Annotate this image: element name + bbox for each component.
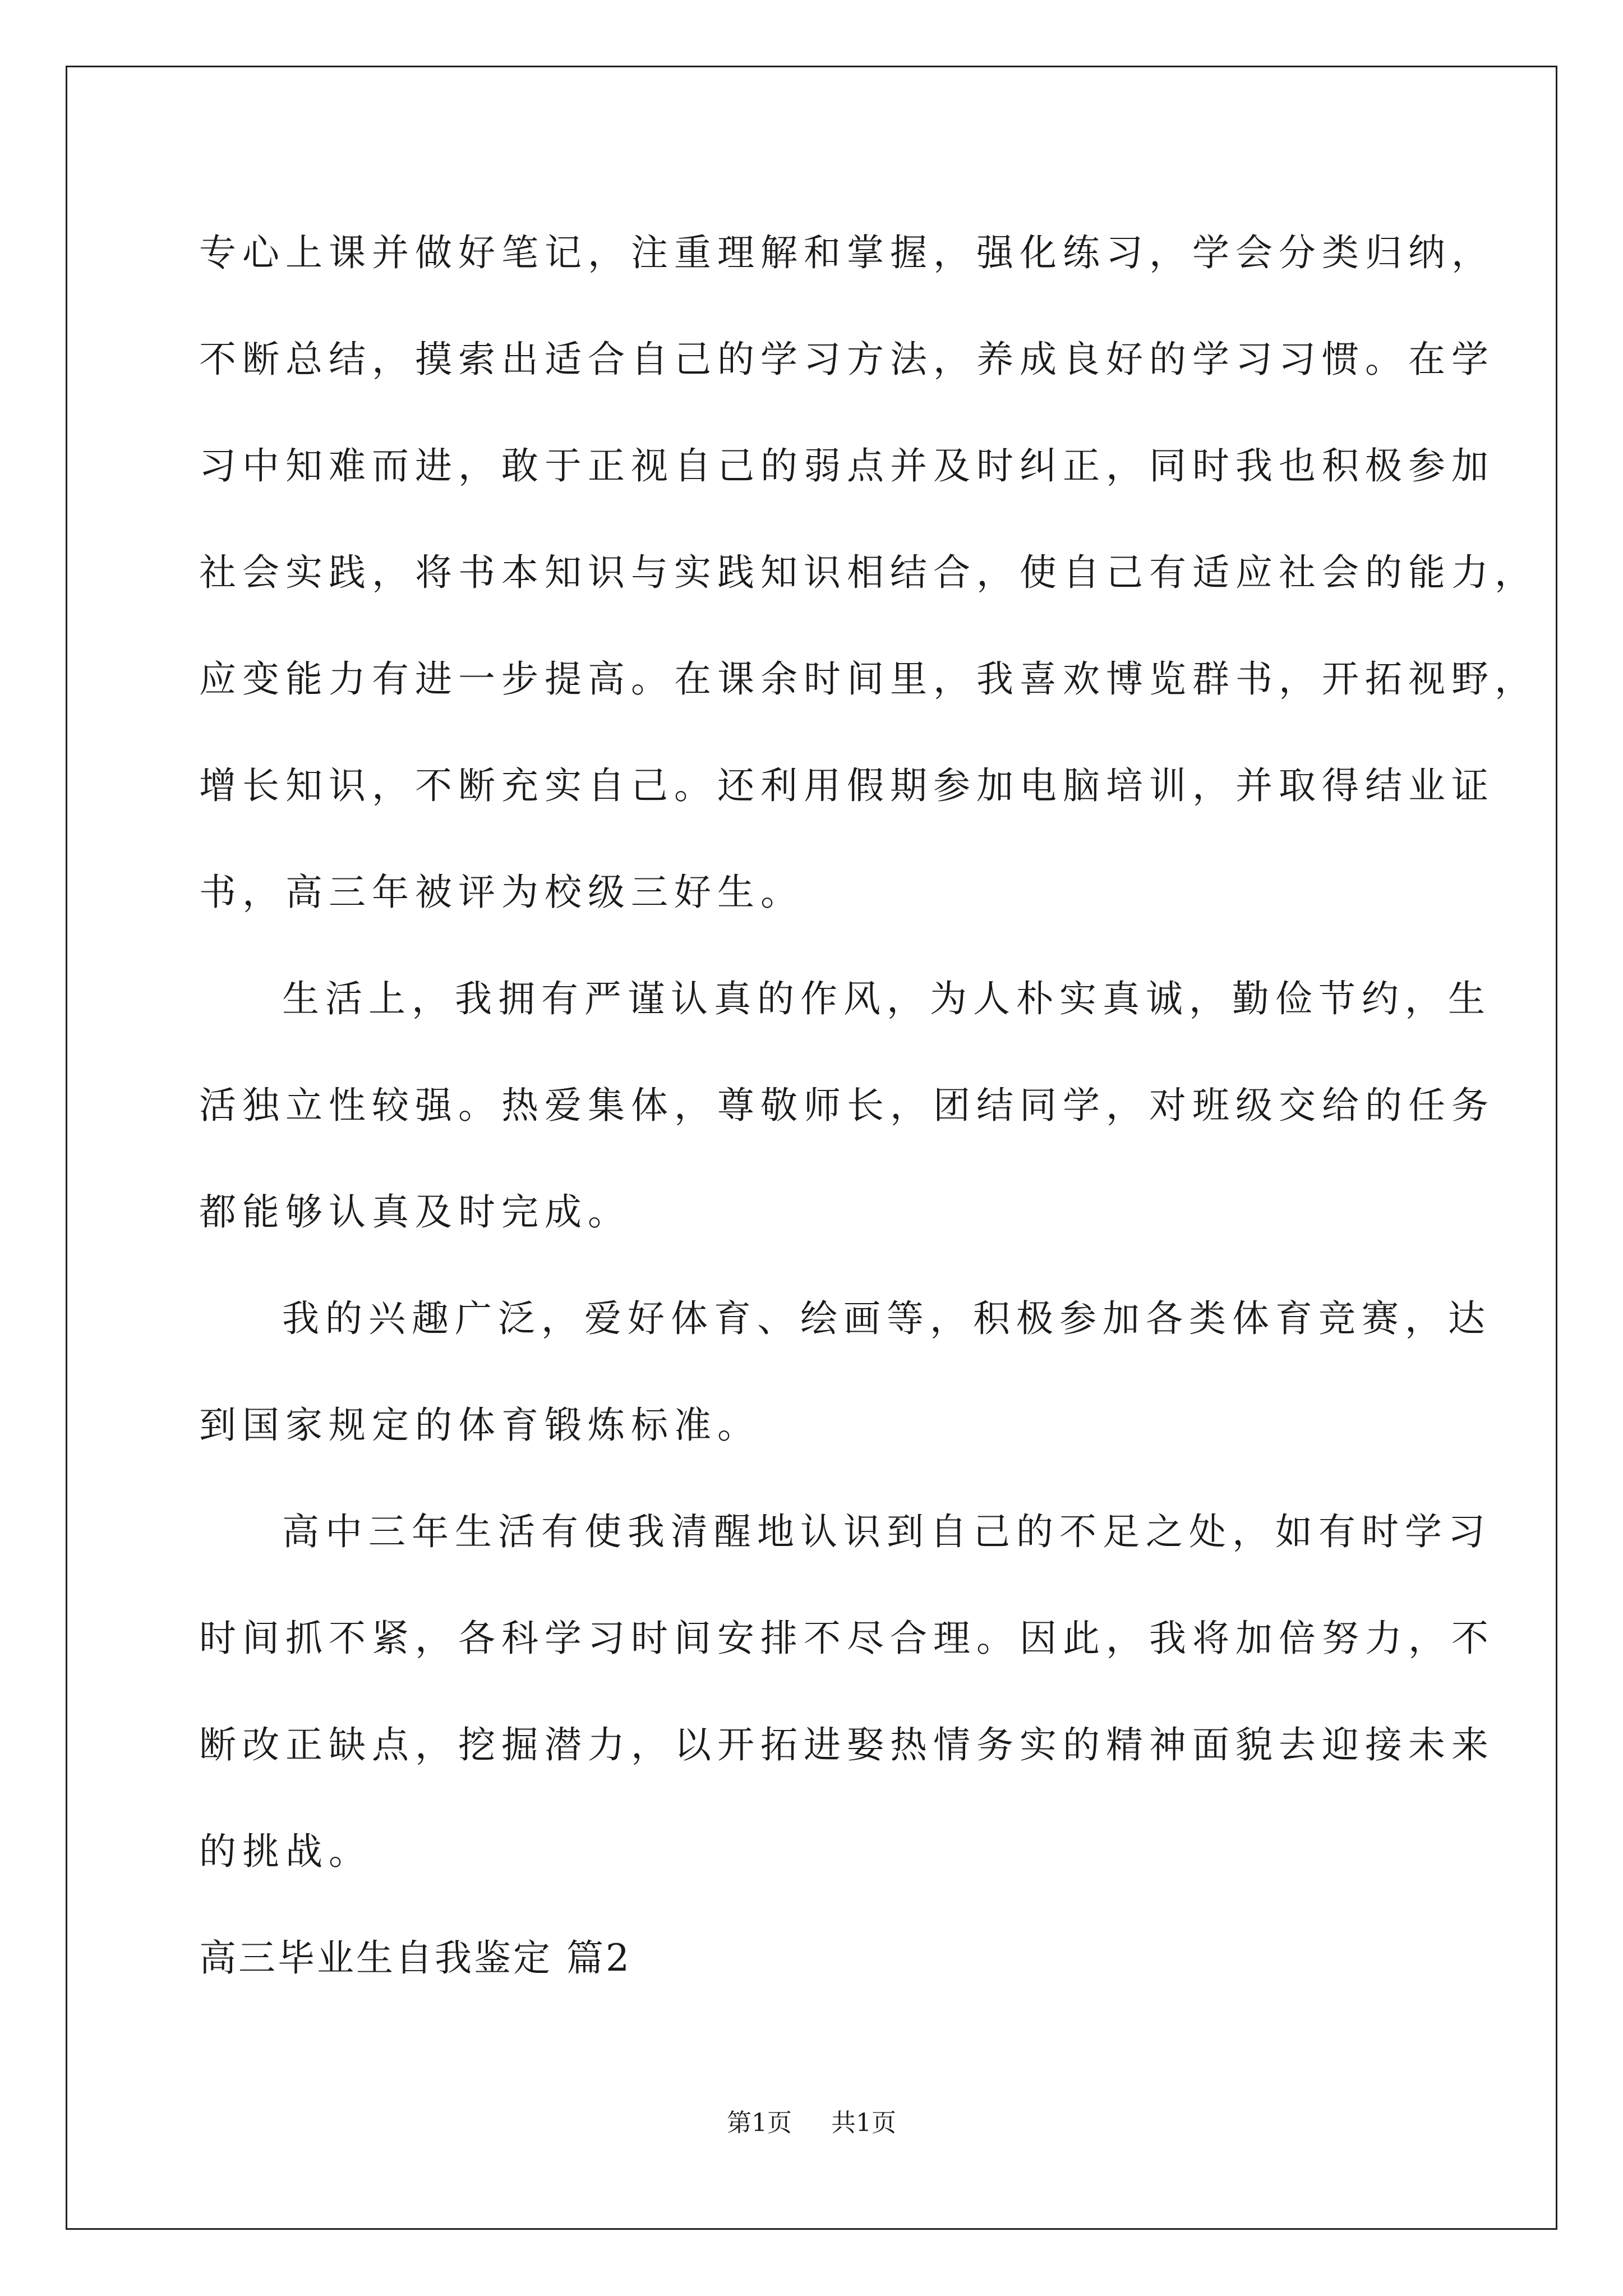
body-line-9: 活独立性较强。热爱集体，尊敬师长，团结同学，对班级交给的任务 xyxy=(199,1084,1495,1127)
section-heading: 高三毕业生自我鉴定 篇2 xyxy=(199,1936,631,1980)
body-line-12: 到国家规定的体育锻炼标准。 xyxy=(199,1404,760,1447)
body-line-5: 应变能力有进一步提高。在课余时间里，我喜欢博览群书，开拓视野， xyxy=(199,657,1538,701)
body-line-3: 习中知难而进，敢于正视自己的弱点并及时纠正，同时我也积极参加 xyxy=(199,444,1495,487)
body-line-14: 时间抓不紧，各科学习时间安排不尽合理。因此，我将加倍努力，不 xyxy=(199,1617,1495,1660)
body-line-4: 社会实践，将书本知识与实践知识相结合，使自己有适应社会的能力， xyxy=(199,551,1538,594)
body-line-11: 我的兴趣广泛，爱好体育、绘画等，积极参加各类体育竞赛，达 xyxy=(282,1297,1491,1340)
body-line-15: 断改正缺点，挖掘潜力，以开拓进娶热情务实的精神面貌去迎接未来 xyxy=(199,1723,1495,1766)
body-line-8: 生活上，我拥有严谨认真的作风，为人朴实真诚，勤俭节约，生 xyxy=(282,977,1491,1020)
body-line-6: 增长知识，不断充实自己。还利用假期参加电脑培训，并取得结业证 xyxy=(199,764,1495,807)
body-line-7: 书，高三年被评为校级三好生。 xyxy=(199,871,804,914)
page-total: 共1页 xyxy=(831,2109,896,2137)
body-line-10: 都能够认真及时完成。 xyxy=(199,1190,631,1234)
body-line-2: 不断总结，摸索出适合自己的学习方法，养成良好的学习习惯。在学 xyxy=(199,338,1495,381)
body-line-13: 高中三年生活有使我清醒地认识到自己的不足之处，如有时学习 xyxy=(282,1510,1491,1553)
page-number: 第1页 xyxy=(727,2109,792,2137)
body-line-1: 专心上课并做好笔记，注重理解和掌握，强化练习，学会分类归纳， xyxy=(199,231,1495,274)
page-footer xyxy=(0,2101,1623,2146)
body-line-16: 的挑战。 xyxy=(199,1830,372,1873)
